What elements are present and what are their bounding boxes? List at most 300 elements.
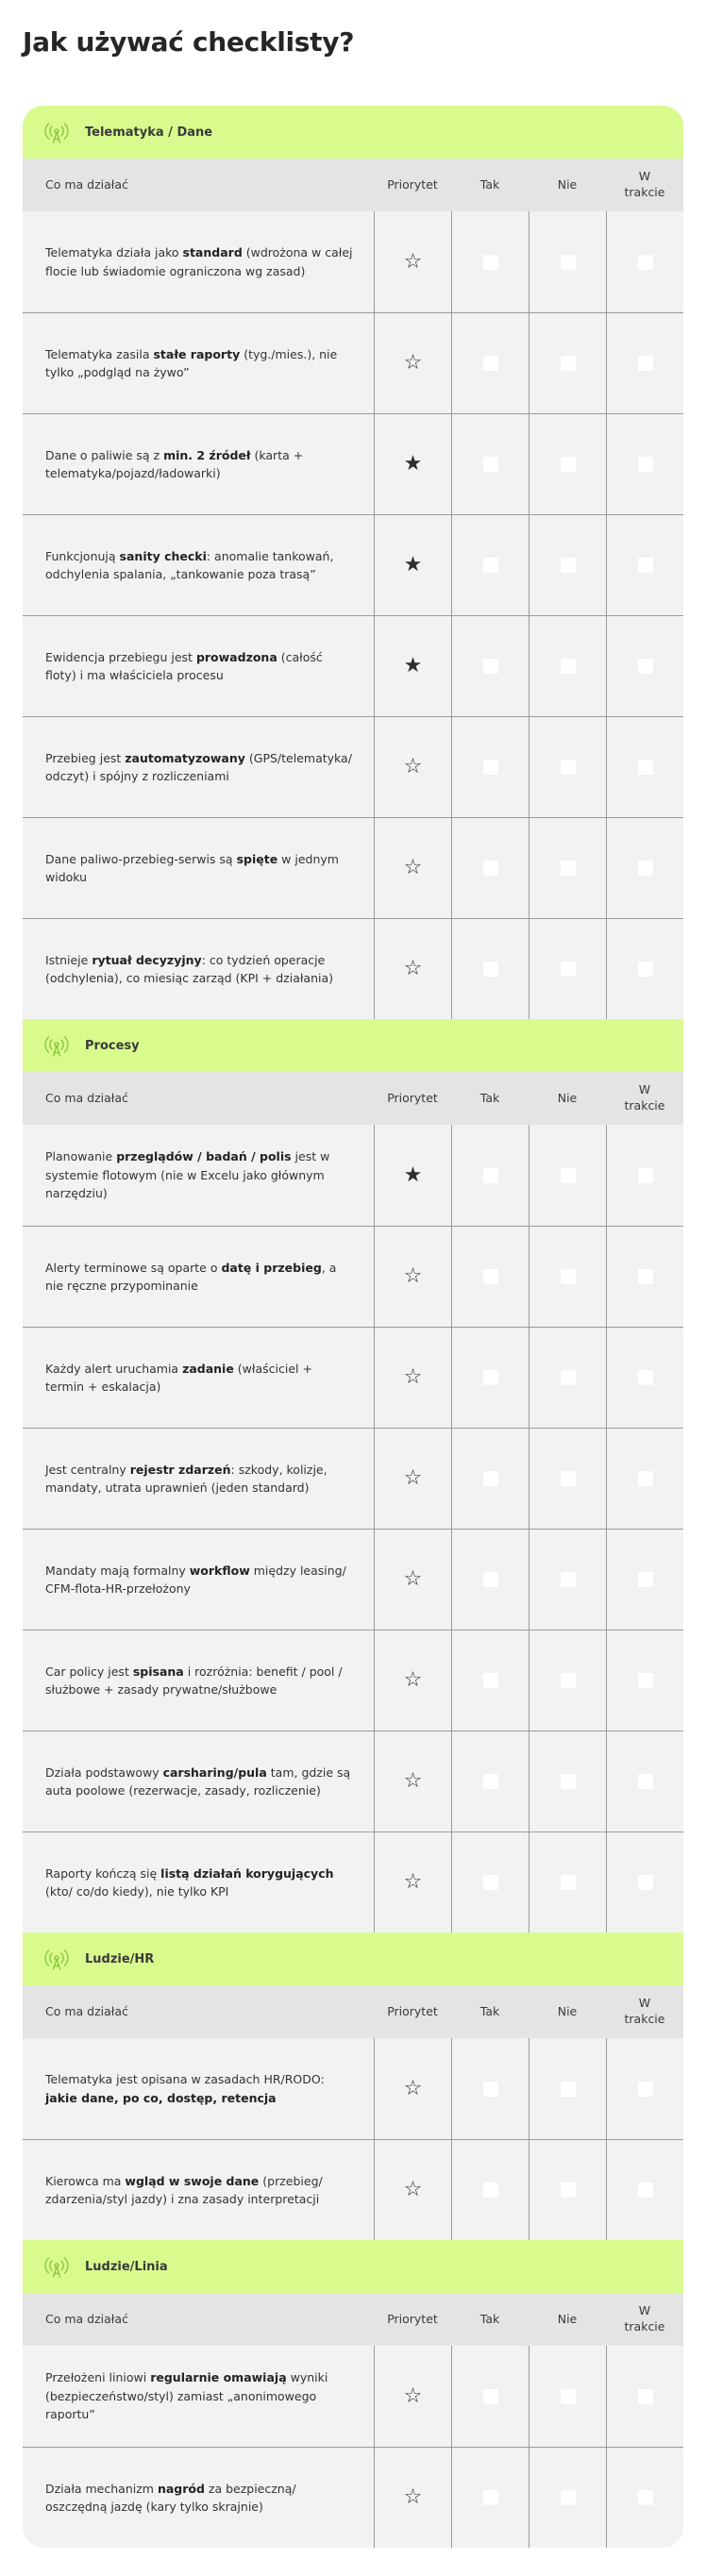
column-header-in-progress	[606, 1985, 683, 2038]
priority-cell	[374, 1832, 451, 1932]
description-text: (GPS/telematyka/ odczyt) i spójny z rozliczeniami	[45, 750, 352, 783]
row-description	[23, 414, 374, 514]
checkbox-cell-no	[529, 2140, 606, 2240]
emphasis-text: listą działań korygujących	[160, 1865, 334, 1881]
table-row	[23, 413, 683, 514]
antenna-signal-icon	[43, 119, 70, 145]
checkbox-in-progress[interactable]	[638, 1673, 653, 1688]
section-header	[23, 1019, 683, 1072]
checkbox-cell-yes	[451, 2448, 529, 2548]
description-text: Przełożeni liniowi	[45, 2370, 151, 2385]
column-header-in-progress-line1: W	[638, 169, 651, 184]
checkbox-cell-no	[529, 211, 606, 312]
checkbox-cell-in-progress	[606, 616, 683, 716]
checkbox-yes[interactable]	[483, 1875, 498, 1890]
column-header-no: Nie	[557, 2003, 578, 2018]
description-text: Planowanie	[45, 1149, 117, 1164]
checkbox-no[interactable]	[561, 1875, 576, 1890]
priority-cell	[374, 818, 451, 918]
checkbox-cell-in-progress	[606, 1631, 683, 1731]
checkbox-cell-yes	[451, 211, 529, 312]
checkbox-cell-no	[529, 1125, 606, 1226]
row-description	[23, 1227, 374, 1327]
checkbox-cell-yes	[451, 2038, 529, 2139]
checkbox-in-progress[interactable]	[638, 760, 653, 775]
description-text: (przebieg/ zdarzenia/styl jazdy) i zna zasady interpretacji	[45, 2173, 323, 2206]
checkbox-yes[interactable]	[483, 1269, 498, 1284]
table-row	[23, 211, 683, 312]
checkbox-yes[interactable]	[483, 1168, 498, 1183]
table-row	[23, 817, 683, 918]
star-outline-icon[interactable]: ☆	[403, 2384, 423, 2408]
checkbox-yes[interactable]	[483, 356, 498, 371]
description-text: : anomalie tankowań, odchylenia spalania, „tankowanie poza trasą”	[45, 548, 334, 581]
checkbox-no[interactable]	[561, 2490, 576, 2505]
checkbox-no[interactable]	[561, 1168, 576, 1183]
checkbox-cell-no	[529, 1631, 606, 1731]
checkbox-in-progress[interactable]	[638, 962, 653, 977]
description-text: Alerty terminowe są oparte o	[45, 1260, 222, 1275]
checkbox-yes[interactable]	[483, 1572, 498, 1587]
checkbox-no[interactable]	[561, 1269, 576, 1284]
priority-cell	[374, 717, 451, 817]
star-outline-icon[interactable]: ☆	[403, 1264, 423, 1288]
checkbox-in-progress[interactable]	[638, 1875, 653, 1890]
checkbox-yes[interactable]	[483, 457, 498, 472]
row-description-text	[45, 2172, 353, 2209]
star-outline-icon[interactable]: ☆	[403, 1567, 423, 1591]
description-text: Dane o paliwie są z	[45, 447, 164, 462]
star-outline-icon[interactable]: ☆	[403, 755, 423, 778]
checkbox-cell-in-progress	[606, 414, 683, 514]
star-filled-icon[interactable]: ★	[403, 452, 423, 476]
description-text: między leasing/ CFM-flota-HR-przełożony	[45, 1563, 346, 1596]
checkbox-in-progress[interactable]	[638, 2082, 653, 2097]
description-text: , a nie ręczne przypominanie	[45, 1260, 337, 1293]
column-header-yes: Tak	[479, 2311, 500, 2326]
checkbox-cell-yes	[451, 414, 529, 514]
column-header-priority: Priorytet	[387, 2311, 438, 2326]
table-row	[23, 1529, 683, 1630]
column-header-in-progress	[606, 1072, 683, 1125]
checkbox-in-progress[interactable]	[638, 1471, 653, 1486]
star-outline-icon[interactable]: ☆	[403, 2178, 423, 2201]
emphasis-text: spisana	[132, 1664, 184, 1679]
checkbox-cell-no	[529, 1429, 606, 1529]
checkbox-cell-in-progress	[606, 1125, 683, 1226]
row-description	[23, 1530, 374, 1630]
column-header-priority: Priorytet	[387, 1090, 438, 1105]
column-header-what: Co ma działać	[45, 1090, 128, 1105]
row-description-text	[45, 648, 353, 685]
checkbox-in-progress[interactable]	[638, 1168, 653, 1183]
checkbox-in-progress[interactable]	[638, 1269, 653, 1284]
checkbox-yes[interactable]	[483, 659, 498, 674]
column-header-yes: Tak	[479, 2003, 500, 2018]
description-text: Dane paliwo-przebieg-serwis są	[45, 851, 237, 866]
checkbox-in-progress[interactable]	[638, 2389, 653, 2404]
priority-cell	[374, 616, 451, 716]
checkbox-yes[interactable]	[483, 1471, 498, 1486]
row-description	[23, 1631, 374, 1731]
column-header-what: Co ma działać	[45, 176, 128, 192]
row-description-text	[45, 1147, 353, 1202]
row-description-text	[45, 1461, 353, 1497]
checkbox-in-progress[interactable]	[638, 861, 653, 876]
checkbox-cell-yes	[451, 919, 529, 1019]
antenna-signal-icon	[43, 1946, 70, 1972]
priority-cell	[374, 1125, 451, 1226]
star-outline-icon[interactable]: ☆	[403, 249, 423, 274]
checkbox-no[interactable]	[561, 659, 576, 674]
column-header-in-progress-text	[625, 1082, 665, 1114]
column-header-yes: Tak	[479, 176, 500, 192]
row-description	[23, 313, 374, 413]
table-row	[23, 1832, 683, 1932]
priority-cell	[374, 515, 451, 615]
row-description-text	[45, 1259, 353, 1296]
row-description	[23, 2448, 374, 2548]
description-text: Telematyka działa jako	[45, 245, 183, 260]
row-description-text	[45, 1360, 353, 1397]
row-description	[23, 818, 374, 918]
priority-cell	[374, 1328, 451, 1428]
section-header	[23, 106, 683, 159]
checkbox-cell-no	[529, 919, 606, 1019]
section-title: Telematyka / Dane	[85, 125, 213, 140]
column-header-row	[23, 2293, 683, 2346]
checkbox-cell-yes	[451, 1125, 529, 1226]
checkbox-no[interactable]	[561, 255, 576, 270]
column-header-in-progress-line2: trakcie	[624, 1098, 665, 1112]
column-header-in-progress-line2: trakcie	[624, 2319, 665, 2333]
priority-cell	[374, 2038, 451, 2139]
column-header-no: Nie	[557, 1090, 578, 1105]
checkbox-cell-yes	[451, 313, 529, 413]
priority-cell	[374, 1530, 451, 1630]
column-header-priority: Priorytet	[387, 176, 438, 192]
row-description-text	[45, 1865, 353, 1901]
table-row	[23, 1731, 683, 1832]
checkbox-yes[interactable]	[483, 1370, 498, 1385]
checkbox-in-progress[interactable]	[638, 1370, 653, 1385]
table-row	[23, 1630, 683, 1731]
checkbox-in-progress[interactable]	[638, 1572, 653, 1587]
section-title: Ludzie/Linia	[85, 2259, 168, 2274]
checkbox-cell-yes	[451, 2140, 529, 2240]
emphasis-text: zautomatyzowany	[125, 750, 245, 765]
emphasis-text: wgląd w swoje dane	[125, 2173, 260, 2188]
checkbox-cell-in-progress	[606, 818, 683, 918]
table-row	[23, 2038, 683, 2139]
checkbox-cell-yes	[451, 1429, 529, 1529]
checkbox-yes[interactable]	[483, 2183, 498, 2198]
column-header-priority: Priorytet	[387, 2003, 438, 2018]
emphasis-text: prowadzona	[195, 649, 277, 664]
description-text: : szkody, kolizje, mandaty, utrata uprawnień (jeden standard)	[45, 1462, 328, 1495]
column-header-in-progress-line1: W	[638, 1082, 651, 1097]
checkbox-yes[interactable]	[483, 2082, 498, 2097]
checkbox-cell-no	[529, 1731, 606, 1832]
description-text: Działa mechanizm	[45, 2481, 158, 2496]
row-description	[23, 717, 374, 817]
priority-cell	[374, 2346, 451, 2447]
description-text: za bezpieczną/ oszczędną jazdę (kary tylko skrajnie)	[45, 2481, 296, 2514]
star-outline-icon[interactable]: ☆	[403, 1466, 423, 1490]
priority-cell	[374, 2140, 451, 2240]
checkbox-no[interactable]	[561, 1673, 576, 1688]
checkbox-cell-no	[529, 515, 606, 615]
description-text: tam, gdzie są auta poolowe (rezerwacje, zasady, rozliczenie)	[45, 1765, 351, 1798]
checkbox-no[interactable]	[561, 1774, 576, 1789]
checkbox-in-progress[interactable]	[638, 356, 653, 371]
checkbox-cell-no	[529, 2448, 606, 2548]
row-description	[23, 2140, 374, 2240]
checkbox-cell-yes	[451, 1832, 529, 1932]
checkbox-cell-no	[529, 1328, 606, 1428]
section-header	[23, 2240, 683, 2293]
row-description	[23, 2346, 374, 2447]
checkbox-yes[interactable]	[483, 255, 498, 270]
checkbox-in-progress[interactable]	[638, 457, 653, 472]
checkbox-yes[interactable]	[483, 760, 498, 775]
section-header	[23, 1932, 683, 1985]
checkbox-cell-in-progress	[606, 1227, 683, 1327]
section-title: Ludzie/HR	[85, 1951, 155, 1966]
checkbox-yes[interactable]	[483, 962, 498, 977]
star-outline-icon[interactable]: ☆	[403, 1365, 423, 1389]
row-description	[23, 1429, 374, 1529]
checkbox-cell-no	[529, 717, 606, 817]
column-header-in-progress-line2: trakcie	[624, 185, 665, 199]
table-row	[23, 2139, 683, 2240]
description-text: (kto/ co/do kiedy), nie tylko KPI	[45, 1884, 229, 1899]
table-row	[23, 918, 683, 1019]
checkbox-cell-in-progress	[606, 1429, 683, 1529]
checkbox-cell-yes	[451, 2346, 529, 2447]
checkbox-cell-yes	[451, 1631, 529, 1731]
emphasis-text: min. 2 źródeł	[163, 447, 251, 462]
row-description-text	[45, 1663, 353, 1699]
star-filled-icon[interactable]: ★	[403, 654, 423, 677]
description-text: Telematyka zasila	[45, 346, 154, 361]
checkbox-cell-yes	[451, 1328, 529, 1428]
priority-cell	[374, 1429, 451, 1529]
row-description-text	[45, 850, 353, 887]
star-filled-icon[interactable]: ★	[403, 1163, 423, 1187]
row-description-text	[45, 1764, 353, 1800]
checkbox-yes[interactable]	[483, 1774, 498, 1789]
star-outline-icon[interactable]: ☆	[403, 1668, 423, 1692]
row-description	[23, 211, 374, 312]
star-outline-icon[interactable]: ☆	[403, 2485, 423, 2509]
emphasis-text: standard	[182, 245, 243, 260]
emphasis-text: nagród	[157, 2481, 205, 2496]
description-text: Przebieg jest	[45, 750, 126, 765]
row-description	[23, 1125, 374, 1226]
checkbox-in-progress[interactable]	[638, 255, 653, 270]
priority-cell	[374, 2448, 451, 2548]
page-title: Jak używać checklisty?	[23, 26, 355, 58]
description-text: Raporty kończą się	[45, 1865, 161, 1881]
row-description	[23, 616, 374, 716]
priority-cell	[374, 1731, 451, 1832]
row-description	[23, 919, 374, 1019]
emphasis-text: przeglądów / badań / polis	[116, 1149, 292, 1164]
priority-cell	[374, 1227, 451, 1327]
star-outline-icon[interactable]: ☆	[403, 1870, 423, 1894]
row-description-text	[45, 243, 353, 280]
checkbox-cell-no	[529, 616, 606, 716]
checkbox-in-progress[interactable]	[638, 558, 653, 573]
column-header-in-progress-line2: trakcie	[624, 2012, 665, 2026]
description-text: (karta + telematyka/pojazd/ładowarki)	[45, 447, 304, 480]
checkbox-cell-yes	[451, 515, 529, 615]
table-row	[23, 716, 683, 817]
table-row	[23, 312, 683, 413]
checkbox-cell-in-progress	[606, 2140, 683, 2240]
row-description	[23, 2038, 374, 2139]
column-header-row	[23, 1072, 683, 1125]
checkbox-cell-no	[529, 2038, 606, 2139]
checkbox-no[interactable]	[561, 1370, 576, 1385]
row-description	[23, 1731, 374, 1832]
checkbox-cell-no	[529, 1530, 606, 1630]
priority-cell	[374, 919, 451, 1019]
emphasis-text: stałe raporty	[153, 346, 241, 361]
checkbox-no[interactable]	[561, 558, 576, 573]
row-description-text	[45, 2480, 353, 2517]
column-header-no: Nie	[557, 2311, 578, 2326]
checkbox-cell-yes	[451, 1530, 529, 1630]
table-row	[23, 514, 683, 615]
checkbox-yes[interactable]	[483, 861, 498, 876]
checkbox-no[interactable]	[561, 1471, 576, 1486]
description-text: wyniki (bezpieczeństwo/styl) zamiast „anonimowego raportu”	[45, 2370, 328, 2422]
table-row	[23, 1327, 683, 1428]
checkbox-cell-in-progress	[606, 1328, 683, 1428]
emphasis-text: zadanie	[182, 1361, 234, 1376]
priority-cell	[374, 1631, 451, 1731]
checkbox-in-progress[interactable]	[638, 2183, 653, 2198]
checkbox-cell-in-progress	[606, 717, 683, 817]
checkbox-cell-in-progress	[606, 2448, 683, 2548]
checkbox-no[interactable]	[561, 760, 576, 775]
checkbox-no[interactable]	[561, 457, 576, 472]
checkbox-cell-no	[529, 1227, 606, 1327]
checkbox-yes[interactable]	[483, 2389, 498, 2404]
priority-cell	[374, 313, 451, 413]
checkbox-cell-in-progress	[606, 1832, 683, 1932]
description-text: Telematyka jest opisana w zasadach HR/RODO:	[45, 2072, 325, 2087]
table-row	[23, 2447, 683, 2548]
table-row	[23, 2346, 683, 2447]
row-description-text	[45, 749, 353, 786]
row-description-text	[45, 1562, 353, 1598]
row-description-text	[45, 951, 353, 988]
checkbox-in-progress[interactable]	[638, 659, 653, 674]
antenna-signal-icon	[43, 2253, 70, 2280]
checkbox-cell-no	[529, 818, 606, 918]
checkbox-yes[interactable]	[483, 558, 498, 573]
star-outline-icon[interactable]: ☆	[403, 351, 423, 375]
checkbox-cell-in-progress	[606, 1530, 683, 1630]
emphasis-text: jakie dane, po co, dostęp, retencja	[45, 2090, 277, 2105]
column-header-in-progress-text	[625, 169, 665, 201]
checkbox-no[interactable]	[561, 2389, 576, 2404]
checkbox-no[interactable]	[561, 356, 576, 371]
description-text: Jest centralny	[45, 1462, 130, 1477]
checkbox-yes[interactable]	[483, 2490, 498, 2505]
description-text: (właściciel + termin + eskalacja)	[45, 1361, 312, 1394]
priority-cell	[374, 414, 451, 514]
checkbox-no[interactable]	[561, 2183, 576, 2198]
description-text: Działa podstawowy	[45, 1765, 163, 1780]
checkbox-no[interactable]	[561, 2082, 576, 2097]
star-outline-icon[interactable]: ☆	[403, 856, 423, 879]
description-text: (wdrożona w całej flocie lub świadomie ograniczona wg zasad)	[45, 245, 353, 278]
checkbox-no[interactable]	[561, 1572, 576, 1587]
column-header-yes: Tak	[479, 1090, 500, 1105]
checkbox-cell-yes	[451, 1731, 529, 1832]
column-header-row	[23, 1985, 683, 2038]
description-text: Kierowca ma	[45, 2173, 126, 2188]
description-text: : co tydzień operacje (odchylenia), co miesiąc zarząd (KPI + działania)	[45, 952, 333, 985]
checkbox-in-progress[interactable]	[638, 2490, 653, 2505]
row-description-text	[45, 547, 353, 584]
description-text: Istnieje	[45, 952, 92, 967]
column-header-in-progress	[606, 159, 683, 211]
emphasis-text: workflow	[189, 1563, 250, 1578]
checkbox-cell-yes	[451, 1227, 529, 1327]
star-outline-icon[interactable]: ☆	[403, 1769, 423, 1793]
column-header-in-progress	[606, 2293, 683, 2346]
checkbox-cell-no	[529, 1832, 606, 1932]
checkbox-no[interactable]	[561, 861, 576, 876]
emphasis-text: carsharing/pula	[162, 1765, 267, 1780]
star-outline-icon[interactable]: ☆	[403, 957, 423, 980]
row-description	[23, 515, 374, 615]
emphasis-text: regularnie omawiają	[150, 2370, 287, 2385]
checkbox-cell-in-progress	[606, 1731, 683, 1832]
section-title: Procesy	[85, 1038, 140, 1053]
checkbox-cell-in-progress	[606, 313, 683, 413]
emphasis-text: spięte	[236, 851, 278, 866]
checkbox-cell-in-progress	[606, 515, 683, 615]
column-header-in-progress-text	[625, 1996, 665, 2028]
column-header-what: Co ma działać	[45, 2311, 128, 2326]
description-text: i rozróżnia: benefit / pool / służbowe + zasady prywatne/służbowe	[45, 1664, 343, 1697]
emphasis-text: rytuał decyzyjny	[92, 952, 202, 967]
description-text: Każdy alert uruchamia	[45, 1361, 183, 1376]
column-header-no: Nie	[557, 176, 578, 192]
checkbox-yes[interactable]	[483, 1673, 498, 1688]
star-outline-icon[interactable]: ☆	[403, 2076, 423, 2100]
description-text: jest w systemie flotowym (nie w Excelu jako głównym narzędziu)	[45, 1149, 330, 1201]
checkbox-cell-no	[529, 414, 606, 514]
table-row	[23, 1428, 683, 1529]
column-header-row	[23, 159, 683, 211]
emphasis-text: datę i przebieg	[221, 1260, 322, 1275]
row-description-text	[45, 2368, 353, 2423]
checkbox-cell-in-progress	[606, 2038, 683, 2139]
row-description-text	[45, 446, 353, 483]
star-filled-icon[interactable]: ★	[403, 553, 423, 577]
checkbox-cell-no	[529, 2346, 606, 2447]
checkbox-no[interactable]	[561, 962, 576, 977]
checkbox-in-progress[interactable]	[638, 1774, 653, 1789]
description-text: (całość floty) i ma właściciela procesu	[45, 649, 323, 682]
